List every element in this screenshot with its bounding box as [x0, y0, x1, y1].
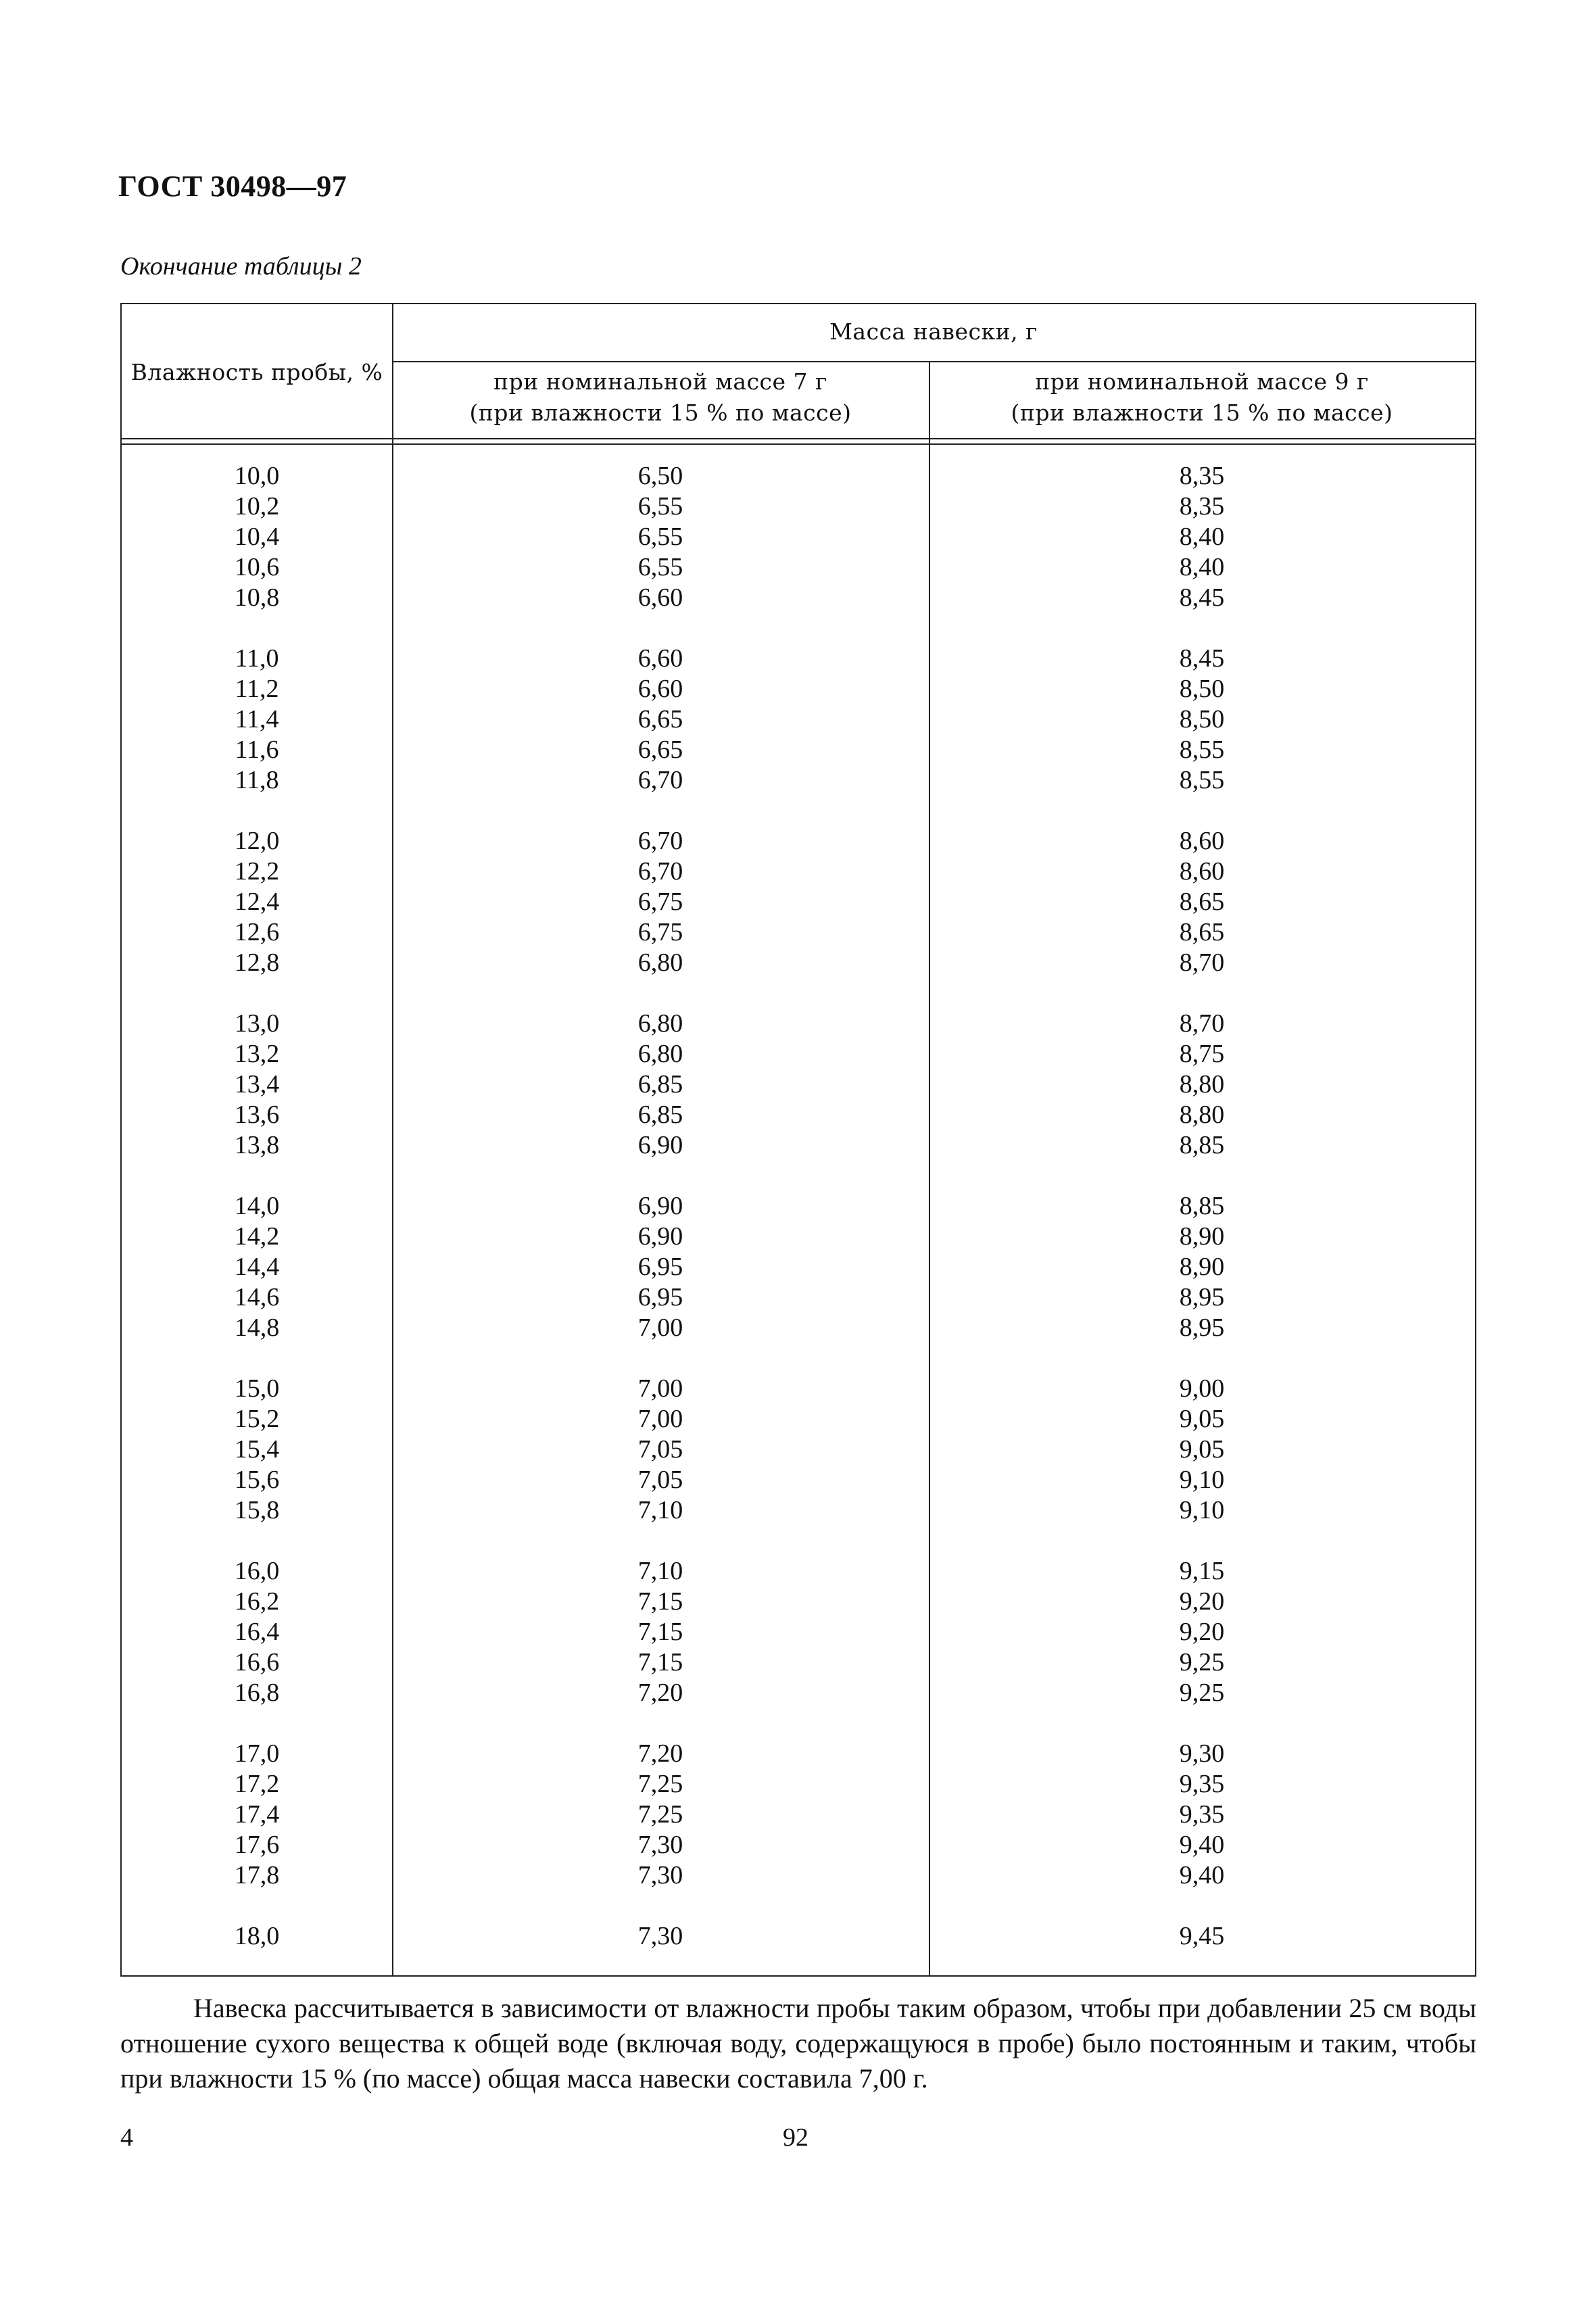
document-id: ГОСТ 30498—97 [118, 170, 347, 203]
cell-moisture: 15,2 [234, 1405, 280, 1433]
cell-mass-7g: 6,55 [637, 523, 683, 551]
column-header-line: (при влажности 15 % по массе) [469, 400, 852, 426]
cell-mass-7g: 7,05 [637, 1435, 683, 1464]
note-text: Навеска рассчитывается в зависимости от влажности пробы таким образом, чтобы при добавлении 25 см воды отношение сухого вещества к общей воде (включая воду, содержащуюся в пробе) было постоянным и таким, чтобы при влажности 15 % (по массе) общая масса навески составила 7,00 г. [120, 1993, 1476, 2094]
table-row [122, 583, 1475, 613]
cell-mass-9g: 9,00 [1179, 1374, 1225, 1403]
cell-mass-7g: 7,25 [637, 1770, 683, 1798]
cell-mass-9g: 9,10 [1179, 1466, 1225, 1494]
cell-moisture: 17,6 [234, 1831, 280, 1859]
cell-moisture: 11,2 [235, 675, 279, 703]
cell-moisture: 10,4 [234, 523, 280, 551]
table-row [122, 704, 1475, 735]
cell-mass-7g: 7,10 [637, 1496, 683, 1524]
cell-moisture: 13,4 [234, 1070, 280, 1099]
cell-moisture: 10,0 [234, 462, 280, 490]
cell-mass-7g: 7,25 [637, 1800, 683, 1829]
cell-mass-7g: 6,85 [637, 1101, 683, 1129]
cell-mass-9g: 8,85 [1179, 1192, 1225, 1220]
cell-mass-9g: 9,40 [1179, 1831, 1225, 1859]
table-row [122, 1434, 1475, 1465]
cell-mass-7g: 6,50 [637, 462, 683, 490]
table-row [122, 857, 1475, 887]
cell-mass-7g: 7,15 [637, 1587, 683, 1616]
cell-mass-7g: 7,15 [637, 1618, 683, 1646]
cell-moisture: 16,4 [234, 1618, 280, 1646]
cell-mass-7g: 6,70 [637, 827, 683, 855]
cell-mass-7g: 7,20 [637, 1679, 683, 1707]
cell-mass-7g: 6,60 [637, 644, 683, 673]
cell-mass-9g: 8,60 [1179, 857, 1225, 886]
cell-mass-9g: 8,90 [1179, 1253, 1225, 1281]
table-row [122, 1860, 1475, 1891]
cell-mass-9g: 8,35 [1179, 462, 1225, 490]
cell-moisture: 11,4 [235, 705, 279, 733]
column-header-line: при номинальной массе 7 г [493, 368, 827, 395]
cell-mass-7g: 7,20 [637, 1739, 683, 1768]
cell-mass-7g: 6,95 [637, 1283, 683, 1311]
column-header-moisture: Влажность пробы, % [130, 359, 383, 385]
table-row [122, 1191, 1475, 1222]
cell-moisture: 15,6 [234, 1466, 280, 1494]
cell-moisture: 13,2 [234, 1040, 280, 1068]
cell-mass-7g: 6,70 [637, 766, 683, 794]
cell-mass-7g: 6,60 [637, 583, 683, 612]
cell-moisture: 10,2 [234, 492, 280, 521]
cell-moisture: 15,0 [234, 1374, 280, 1403]
cell-mass-7g: 6,90 [637, 1192, 683, 1220]
page-number-left: 4 [120, 2123, 133, 2152]
column-header-mass-group: Масса навески, г [829, 318, 1038, 345]
table-row [122, 1556, 1475, 1587]
cell-mass-9g: 8,95 [1179, 1283, 1225, 1311]
cell-moisture: 14,2 [234, 1222, 280, 1251]
cell-mass-9g: 8,45 [1179, 583, 1225, 612]
table-row [122, 1465, 1475, 1495]
table-row [122, 1222, 1475, 1252]
cell-moisture: 13,0 [234, 1009, 280, 1038]
cell-moisture: 17,2 [234, 1770, 280, 1798]
table-row [122, 1495, 1475, 1526]
cell-mass-7g: 6,85 [637, 1070, 683, 1099]
cell-mass-7g: 6,65 [637, 735, 683, 764]
table-row [122, 1587, 1475, 1617]
table-row [122, 1769, 1475, 1800]
table-row [122, 1282, 1475, 1313]
cell-mass-7g: 6,80 [637, 948, 683, 977]
cell-mass-9g: 8,85 [1179, 1131, 1225, 1159]
cell-mass-7g: 7,00 [637, 1313, 683, 1342]
cell-mass-7g: 6,75 [637, 888, 683, 916]
cell-mass-7g: 6,70 [637, 857, 683, 886]
cell-moisture: 12,0 [234, 827, 280, 855]
cell-moisture: 13,8 [234, 1131, 280, 1159]
cell-mass-7g: 6,90 [637, 1131, 683, 1159]
cell-mass-7g: 7,10 [637, 1557, 683, 1585]
cell-mass-9g: 9,05 [1179, 1435, 1225, 1464]
cell-moisture: 16,2 [234, 1587, 280, 1616]
cell-mass-9g: 8,80 [1179, 1070, 1225, 1099]
table-row [122, 522, 1475, 552]
table-row [122, 765, 1475, 796]
cell-moisture: 15,4 [234, 1435, 280, 1464]
cell-mass-9g: 9,05 [1179, 1405, 1225, 1433]
cell-mass-9g: 9,35 [1179, 1800, 1225, 1829]
header-body-divider [122, 438, 1475, 439]
table-row [122, 1100, 1475, 1130]
header-divider [392, 361, 1475, 362]
page-number-center: 92 [783, 2123, 808, 2152]
cell-moisture: 18,0 [234, 1922, 280, 1950]
table-row [122, 1617, 1475, 1647]
data-table [120, 303, 1476, 1977]
cell-mass-7g: 6,75 [637, 918, 683, 946]
column-header-mass-7g [392, 366, 929, 429]
cell-moisture: 16,0 [234, 1557, 280, 1585]
cell-moisture: 11,8 [235, 766, 279, 794]
cell-mass-9g: 9,25 [1179, 1679, 1225, 1707]
cell-mass-7g: 7,30 [637, 1861, 683, 1889]
column-header-line: при номинальной массе 9 г [1035, 368, 1369, 395]
cell-mass-9g: 9,15 [1179, 1557, 1225, 1585]
table-row [122, 826, 1475, 857]
cell-mass-7g: 7,00 [637, 1405, 683, 1433]
cell-mass-7g: 6,65 [637, 705, 683, 733]
cell-mass-7g: 6,80 [637, 1009, 683, 1038]
column-header-line: (при влажности 15 % по массе) [1011, 400, 1393, 426]
cell-mass-9g: 9,20 [1179, 1587, 1225, 1616]
table-body [122, 461, 1475, 1952]
cell-mass-9g: 8,40 [1179, 553, 1225, 581]
cell-mass-9g: 8,55 [1179, 766, 1225, 794]
cell-mass-7g: 7,30 [637, 1831, 683, 1859]
table-row [122, 461, 1475, 491]
table-row [122, 1739, 1475, 1769]
table-row [122, 1647, 1475, 1678]
cell-mass-9g: 9,45 [1179, 1922, 1225, 1950]
cell-mass-9g: 8,50 [1179, 675, 1225, 703]
cell-moisture: 16,6 [234, 1648, 280, 1676]
table-row [122, 674, 1475, 704]
header-body-divider [122, 443, 1475, 445]
cell-mass-7g: 7,15 [637, 1648, 683, 1676]
table-row [122, 1678, 1475, 1708]
cell-mass-7g: 7,30 [637, 1922, 683, 1950]
cell-mass-9g: 8,90 [1179, 1222, 1225, 1251]
table-row [122, 1921, 1475, 1952]
cell-mass-9g: 8,40 [1179, 523, 1225, 551]
table-row [122, 1374, 1475, 1404]
table-row [122, 1130, 1475, 1161]
cell-mass-7g: 7,05 [637, 1466, 683, 1494]
cell-moisture: 14,8 [234, 1313, 280, 1342]
cell-moisture: 15,8 [234, 1496, 280, 1524]
cell-moisture: 11,0 [235, 644, 279, 673]
cell-mass-9g: 8,55 [1179, 735, 1225, 764]
cell-mass-9g: 9,40 [1179, 1861, 1225, 1889]
table-row [122, 1009, 1475, 1039]
cell-mass-9g: 8,70 [1179, 948, 1225, 977]
table-row [122, 917, 1475, 948]
cell-mass-9g: 9,20 [1179, 1618, 1225, 1646]
table-caption: Окончание таблицы 2 [120, 252, 362, 281]
table-row [122, 1313, 1475, 1343]
table-row [122, 1039, 1475, 1069]
cell-mass-9g: 8,70 [1179, 1009, 1225, 1038]
cell-mass-9g: 8,45 [1179, 644, 1225, 673]
cell-mass-7g: 6,55 [637, 492, 683, 521]
cell-moisture: 11,6 [235, 735, 279, 764]
table-row [122, 644, 1475, 674]
table-row [122, 887, 1475, 917]
cell-moisture: 12,6 [234, 918, 280, 946]
cell-mass-9g: 8,35 [1179, 492, 1225, 521]
cell-mass-9g: 8,75 [1179, 1040, 1225, 1068]
cell-mass-7g: 6,80 [637, 1040, 683, 1068]
cell-moisture: 12,8 [234, 948, 280, 977]
cell-mass-9g: 8,65 [1179, 888, 1225, 916]
column-header-mass-9g [929, 366, 1475, 429]
cell-mass-9g: 8,60 [1179, 827, 1225, 855]
cell-moisture: 14,0 [234, 1192, 280, 1220]
table-row [122, 948, 1475, 978]
table-row [122, 1404, 1475, 1434]
cell-mass-7g: 6,95 [637, 1253, 683, 1281]
cell-mass-7g: 6,90 [637, 1222, 683, 1251]
cell-mass-9g: 9,30 [1179, 1739, 1225, 1768]
cell-mass-9g: 8,80 [1179, 1101, 1225, 1129]
cell-moisture: 10,6 [234, 553, 280, 581]
cell-mass-9g: 8,65 [1179, 918, 1225, 946]
cell-mass-7g: 7,00 [637, 1374, 683, 1403]
cell-moisture: 10,8 [234, 583, 280, 612]
table-row [122, 552, 1475, 583]
cell-moisture: 17,8 [234, 1861, 280, 1889]
table-row [122, 1069, 1475, 1100]
cell-moisture: 14,4 [234, 1253, 280, 1281]
cell-moisture: 12,4 [234, 888, 280, 916]
cell-moisture: 16,8 [234, 1679, 280, 1707]
cell-moisture: 17,4 [234, 1800, 280, 1829]
cell-mass-9g: 8,95 [1179, 1313, 1225, 1342]
table-row [122, 1252, 1475, 1282]
cell-mass-9g: 9,25 [1179, 1648, 1225, 1676]
table-row [122, 1830, 1475, 1860]
cell-mass-9g: 8,50 [1179, 705, 1225, 733]
cell-mass-7g: 6,60 [637, 675, 683, 703]
cell-mass-7g: 6,55 [637, 553, 683, 581]
cell-moisture: 12,2 [234, 857, 280, 886]
note-paragraph [120, 1991, 1476, 2096]
cell-mass-9g: 9,10 [1179, 1496, 1225, 1524]
table-row [122, 1800, 1475, 1830]
table-row [122, 491, 1475, 522]
cell-moisture: 14,6 [234, 1283, 280, 1311]
cell-mass-9g: 9,35 [1179, 1770, 1225, 1798]
table-row [122, 735, 1475, 765]
cell-moisture: 17,0 [234, 1739, 280, 1768]
cell-moisture: 13,6 [234, 1101, 280, 1129]
